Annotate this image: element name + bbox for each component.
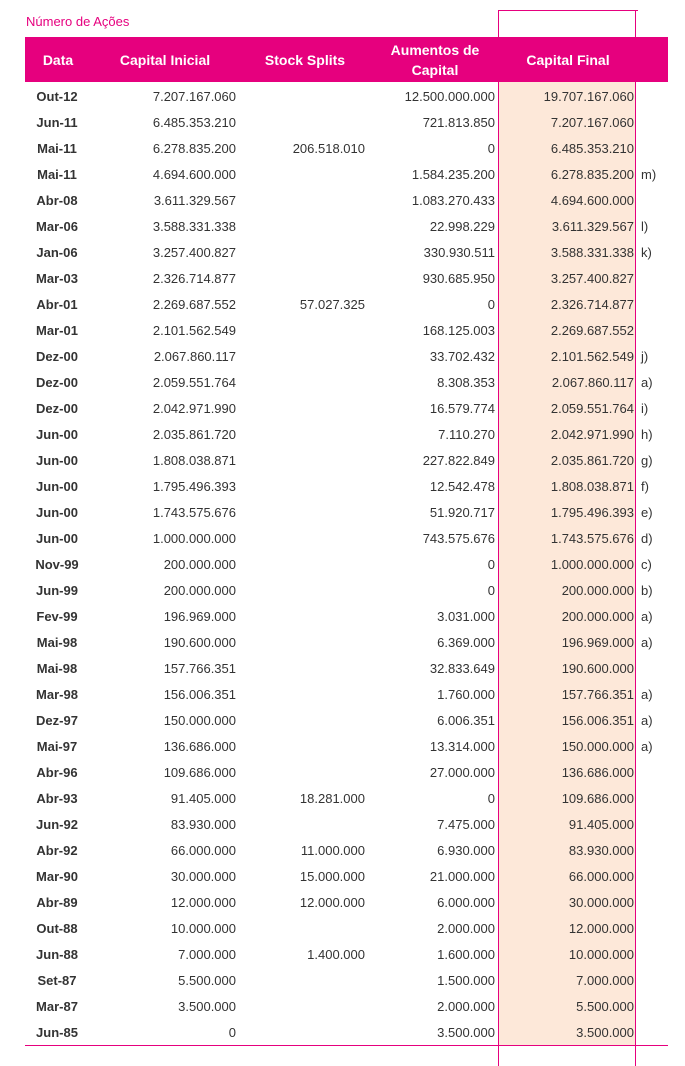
table-row (0, 577, 685, 603)
stock-split-cell: 11.000.000 (300, 843, 365, 858)
table-row (0, 525, 685, 551)
date-cell: Abr-96 (36, 765, 78, 780)
capital-increase-cell: 0 (487, 141, 495, 156)
final-capital-cell: 12.000.000 (568, 921, 634, 936)
table-row (0, 967, 685, 993)
table-row (0, 213, 685, 239)
date-cell: Nov-99 (35, 557, 79, 572)
initial-capital-cell: 2.042.971.990 (152, 401, 236, 416)
table-row (0, 681, 685, 707)
date-cell: Abr-89 (36, 895, 78, 910)
note-cell: l) (641, 219, 649, 234)
initial-capital-cell: 190.600.000 (163, 635, 236, 650)
initial-capital-cell: 1.000.000.000 (152, 531, 236, 546)
final-capital-cell: 157.766.351 (561, 687, 634, 702)
note-cell: a) (641, 687, 653, 702)
date-cell: Jun-00 (36, 453, 78, 468)
final-capital-cell: 2.042.971.990 (550, 427, 634, 442)
capital-increase-cell: 0 (487, 791, 495, 806)
final-capital-cell: 3.257.400.827 (550, 271, 634, 286)
date-cell: Jun-00 (36, 427, 78, 442)
final-capital-cell: 10.000.000 (568, 947, 634, 962)
note-cell: a) (641, 609, 653, 624)
capital-increase-cell: 21.000.000 (429, 869, 495, 884)
note-cell: k) (641, 245, 652, 260)
date-cell: Mar-87 (36, 999, 78, 1014)
table-row (0, 161, 685, 187)
table-row (0, 447, 685, 473)
final-capital-cell: 2.101.562.549 (550, 349, 634, 364)
table-row (0, 889, 685, 915)
final-capital-cell: 6.485.353.210 (550, 141, 634, 156)
final-capital-cell: 2.326.714.877 (550, 297, 634, 312)
date-cell: Mai-11 (37, 167, 77, 182)
capital-increase-cell: 13.314.000 (429, 739, 495, 754)
capital-increase-cell: 0 (487, 557, 495, 572)
capital-increase-cell: 6.000.000 (437, 895, 495, 910)
capital-increase-cell: 12.500.000.000 (404, 89, 495, 104)
note-cell: a) (641, 739, 653, 754)
note-cell: e) (641, 505, 653, 520)
initial-capital-cell: 2.067.860.117 (153, 349, 236, 364)
final-capital-cell: 5.500.000 (576, 999, 634, 1014)
initial-capital-cell: 2.101.562.549 (152, 323, 236, 338)
final-capital-cell: 6.278.835.200 (550, 167, 634, 182)
initial-capital-cell: 2.326.714.877 (152, 271, 236, 286)
note-cell: a) (641, 713, 653, 728)
table-row (0, 811, 685, 837)
final-capital-cell: 1.743.575.676 (550, 531, 634, 546)
capital-increase-cell: 32.833.649 (429, 661, 495, 676)
initial-capital-cell: 3.611.329.567 (153, 193, 236, 208)
date-cell: Dez-00 (36, 401, 78, 416)
table-row (0, 941, 685, 967)
note-cell: c) (641, 557, 652, 572)
date-cell: Jun-00 (36, 531, 78, 546)
final-capital-cell: 2.059.551.764 (550, 401, 634, 416)
capital-increase-cell: 2.000.000 (437, 921, 495, 936)
header-final-capital: Capital Final (526, 51, 610, 68)
capital-increase-cell: 2.000.000 (437, 999, 495, 1014)
initial-capital-cell: 109.686.000 (163, 765, 236, 780)
capital-increase-cell: 8.308.353 (437, 375, 495, 390)
table-row (0, 265, 685, 291)
date-cell: Jun-99 (36, 583, 78, 598)
table-row (0, 707, 685, 733)
final-capital-cell: 2.035.861.720 (550, 453, 634, 468)
table-row (0, 239, 685, 265)
final-capital-cell: 1.000.000.000 (550, 557, 634, 572)
capital-increase-cell: 6.930.000 (437, 843, 495, 858)
capital-increase-cell: 27.000.000 (429, 765, 495, 780)
note-cell: i) (641, 401, 649, 416)
date-cell: Mar-06 (36, 219, 78, 234)
stock-split-cell: 12.000.000 (299, 895, 365, 910)
date-cell: Dez-00 (36, 349, 78, 364)
final-capital-cell: 30.000.000 (568, 895, 634, 910)
date-cell: Abr-08 (36, 193, 78, 208)
date-cell: Mai-98 (36, 661, 78, 676)
table-row (0, 759, 685, 785)
date-cell: Mar-01 (36, 323, 78, 338)
initial-capital-cell: 2.035.861.720 (152, 427, 236, 442)
date-cell: Dez-97 (36, 713, 78, 728)
initial-capital-cell: 91.405.000 (170, 791, 236, 806)
final-capital-cell: 2.067.860.117 (551, 375, 634, 390)
final-capital-cell: 196.969.000 (561, 635, 634, 650)
note-cell: d) (641, 531, 653, 546)
date-cell: Fev-99 (36, 609, 78, 624)
table-row (0, 993, 685, 1019)
stock-split-cell: 18.281.000 (299, 791, 365, 806)
date-cell: Abr-01 (36, 297, 78, 312)
header-stock-splits: Stock Splits (264, 51, 346, 68)
initial-capital-cell: 2.059.551.764 (152, 375, 236, 390)
header-capital-increases (371, 37, 499, 82)
date-cell: Jun-85 (36, 1025, 78, 1040)
capital-increase-cell: 22.998.229 (429, 219, 495, 234)
note-cell: f) (641, 479, 649, 494)
final-capital-cell: 190.600.000 (561, 661, 634, 676)
final-capital-cell: 3.588.331.338 (550, 245, 634, 260)
table-header (25, 37, 668, 82)
date-cell: Mar-98 (36, 687, 78, 702)
initial-capital-cell: 7.000.000 (178, 947, 236, 962)
capital-increase-cell: 16.579.774 (429, 401, 495, 416)
table-row (0, 421, 685, 447)
initial-capital-cell: 10.000.000 (170, 921, 236, 936)
initial-capital-cell: 30.000.000 (170, 869, 236, 884)
table-row (0, 395, 685, 421)
final-capital-cell: 83.930.000 (568, 843, 634, 858)
date-cell: Mar-90 (36, 869, 78, 884)
initial-capital-cell: 2.269.687.552 (152, 297, 236, 312)
initial-capital-cell: 1.743.575.676 (152, 505, 236, 520)
note-cell: h) (641, 427, 653, 442)
date-cell: Jun-00 (36, 479, 78, 494)
capital-increase-cell: 168.125.003 (422, 323, 495, 338)
table-row (0, 1019, 685, 1045)
capital-increase-cell: 721.813.850 (422, 115, 495, 130)
table-bottom-border (25, 1045, 668, 1046)
note-cell: a) (641, 635, 653, 650)
final-capital-cell: 19.707.167.060 (543, 89, 634, 104)
table-title: Número de Ações (26, 14, 130, 29)
header-capital-increases-line1: Aumentos de (390, 41, 480, 58)
initial-capital-cell: 200.000.000 (163, 583, 236, 598)
capital-increase-cell: 1.500.000 (437, 973, 495, 988)
initial-capital-cell: 6.485.353.210 (152, 115, 236, 130)
table-row (0, 343, 685, 369)
capital-increase-cell: 0 (487, 583, 495, 598)
capital-increase-cell: 1.083.270.433 (411, 193, 495, 208)
table-row (0, 369, 685, 395)
capital-increase-cell: 51.920.717 (429, 505, 495, 520)
final-capital-cell: 156.006.351 (561, 713, 634, 728)
initial-capital-cell: 1.808.038.871 (152, 453, 236, 468)
capital-increase-cell: 1.584.235.200 (411, 167, 495, 182)
final-capital-cell: 91.405.000 (568, 817, 634, 832)
initial-capital-cell: 7.207.167.060 (152, 89, 236, 104)
capital-increase-cell: 12.542.478 (429, 479, 495, 494)
note-cell: j) (641, 349, 649, 364)
initial-capital-cell: 83.930.000 (170, 817, 236, 832)
date-cell: Jun-88 (36, 947, 78, 962)
final-capital-cell: 3.500.000 (576, 1025, 634, 1040)
stock-split-cell: 206.518.010 (292, 141, 365, 156)
final-capital-cell: 200.000.000 (561, 609, 634, 624)
date-cell: Mar-03 (36, 271, 78, 286)
initial-capital-cell: 12.000.000 (170, 895, 236, 910)
initial-capital-cell: 4.694.600.000 (152, 167, 236, 182)
table-row (0, 733, 685, 759)
initial-capital-cell: 66.000.000 (170, 843, 236, 858)
final-capital-cell: 1.795.496.393 (550, 505, 634, 520)
table-row (0, 317, 685, 343)
date-cell: Mai-11 (37, 141, 77, 156)
header-initial-capital: Capital Inicial (119, 51, 211, 68)
note-cell: a) (641, 375, 653, 390)
initial-capital-cell: 150.000.000 (163, 713, 236, 728)
table-row (0, 83, 685, 109)
capital-increase-cell: 3.500.000 (437, 1025, 495, 1040)
date-cell: Out-12 (36, 89, 78, 104)
initial-capital-cell: 5.500.000 (178, 973, 236, 988)
capital-increase-cell: 3.031.000 (437, 609, 495, 624)
date-cell: Jun-11 (36, 115, 78, 130)
final-capital-cell: 136.686.000 (561, 765, 634, 780)
capital-increase-cell: 0 (487, 297, 495, 312)
initial-capital-cell: 196.969.000 (163, 609, 236, 624)
date-cell: Set-87 (37, 973, 77, 988)
initial-capital-cell: 156.006.351 (163, 687, 236, 702)
table-body (0, 83, 685, 1045)
table-row (0, 135, 685, 161)
final-capital-cell: 66.000.000 (568, 869, 634, 884)
table-row (0, 655, 685, 681)
table-row (0, 291, 685, 317)
final-capital-cell: 7.000.000 (576, 973, 634, 988)
note-cell: g) (641, 453, 653, 468)
initial-capital-cell: 6.278.835.200 (152, 141, 236, 156)
date-cell: Abr-93 (36, 791, 78, 806)
note-cell: b) (641, 583, 653, 598)
final-capital-cell: 200.000.000 (561, 583, 634, 598)
capital-increase-cell: 1.600.000 (437, 947, 495, 962)
initial-capital-cell: 200.000.000 (163, 557, 236, 572)
final-capital-cell: 150.000.000 (561, 739, 634, 754)
table-row (0, 785, 685, 811)
capital-increase-cell: 743.575.676 (422, 531, 495, 546)
table-row (0, 915, 685, 941)
capital-increase-cell: 7.475.000 (437, 817, 495, 832)
table-row (0, 603, 685, 629)
capital-increase-cell: 227.822.849 (422, 453, 495, 468)
date-cell: Out-88 (36, 921, 78, 936)
table-row (0, 837, 685, 863)
date-cell: Mai-98 (36, 635, 78, 650)
stock-split-cell: 1.400.000 (307, 947, 365, 962)
date-cell: Jun-00 (36, 505, 78, 520)
header-date: Data (42, 51, 74, 68)
capital-increase-cell: 6.006.351 (437, 713, 495, 728)
table-row (0, 863, 685, 889)
capital-increase-cell: 33.702.432 (429, 349, 495, 364)
final-capital-cell: 2.269.687.552 (550, 323, 634, 338)
initial-capital-cell: 3.588.331.338 (152, 219, 236, 234)
final-capital-cell: 7.207.167.060 (550, 115, 634, 130)
note-cell: m) (641, 167, 657, 182)
table-row (0, 187, 685, 213)
header-capital-increases-line2: Capital (411, 61, 459, 78)
final-capital-cell: 4.694.600.000 (550, 193, 634, 208)
table-row (0, 109, 685, 135)
capital-increase-cell: 1.760.000 (437, 687, 495, 702)
initial-capital-cell: 3.257.400.827 (152, 245, 236, 260)
date-cell: Jan-06 (36, 245, 78, 260)
table-row (0, 473, 685, 499)
capital-increase-cell: 330.930.511 (423, 245, 495, 260)
table-row (0, 551, 685, 577)
initial-capital-cell: 136.686.000 (163, 739, 236, 754)
date-cell: Dez-00 (36, 375, 78, 390)
table-row (0, 499, 685, 525)
initial-capital-cell: 0 (228, 1025, 236, 1040)
final-column-top-border (498, 10, 638, 11)
date-cell: Abr-92 (36, 843, 78, 858)
stock-split-cell: 15.000.000 (299, 869, 365, 884)
capital-increase-cell: 930.685.950 (422, 271, 495, 286)
table-row (0, 629, 685, 655)
stock-split-cell: 57.027.325 (299, 297, 365, 312)
final-capital-cell: 109.686.000 (561, 791, 634, 806)
initial-capital-cell: 1.795.496.393 (152, 479, 236, 494)
final-capital-cell: 1.808.038.871 (550, 479, 634, 494)
initial-capital-cell: 3.500.000 (178, 999, 236, 1014)
date-cell: Mai-97 (36, 739, 78, 754)
date-cell: Jun-92 (36, 817, 78, 832)
initial-capital-cell: 157.766.351 (163, 661, 236, 676)
capital-increase-cell: 7.110.270 (438, 427, 495, 442)
capital-increase-cell: 6.369.000 (437, 635, 495, 650)
final-capital-cell: 3.611.329.567 (551, 219, 634, 234)
